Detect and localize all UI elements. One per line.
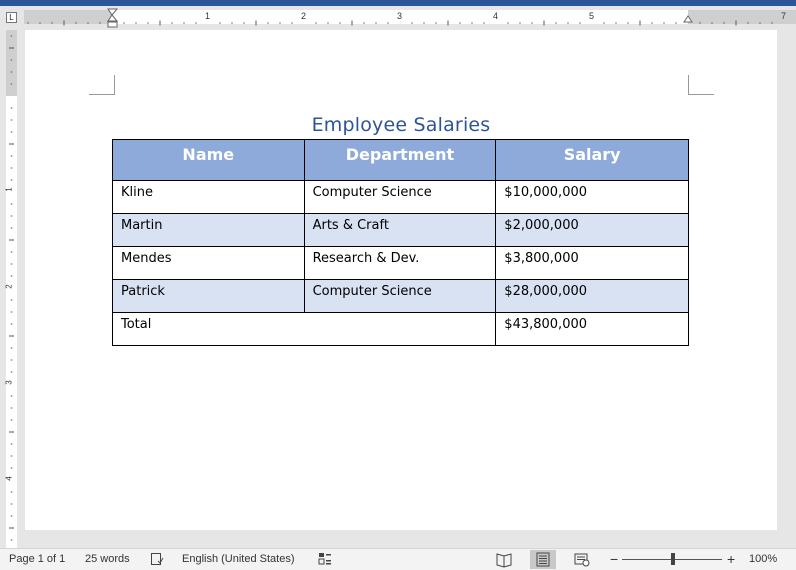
status-bar bbox=[0, 548, 796, 570]
document-canvas[interactable] bbox=[22, 28, 796, 548]
zoom-level[interactable]: 100% bbox=[749, 553, 778, 565]
vruler-number: 4 bbox=[4, 476, 14, 481]
cell-department[interactable]: Computer Science bbox=[304, 181, 496, 214]
table-row bbox=[113, 280, 689, 313]
crop-mark-top-right bbox=[688, 75, 689, 95]
first-line-indent-marker bbox=[108, 9, 117, 15]
accessibility-icon[interactable] bbox=[318, 552, 332, 566]
ruler-number: 7 bbox=[781, 11, 787, 21]
cell-salary[interactable]: $28,000,000 bbox=[496, 280, 689, 313]
header-salary[interactable]: Salary bbox=[496, 140, 689, 181]
web-layout-button[interactable] bbox=[569, 550, 595, 569]
salary-table[interactable] bbox=[112, 139, 689, 346]
left-indent-marker bbox=[108, 22, 117, 27]
zoom-in-button[interactable]: + bbox=[727, 551, 736, 567]
cell-total-salary[interactable]: $43,800,000 bbox=[496, 313, 689, 346]
read-mode-button[interactable] bbox=[491, 550, 517, 569]
ruler-number: 5 bbox=[589, 11, 595, 21]
crop-mark-top-left bbox=[114, 75, 115, 95]
cell-total-label[interactable]: Total bbox=[113, 313, 496, 346]
cell-salary[interactable]: $2,000,000 bbox=[496, 214, 689, 247]
proofing-icon[interactable] bbox=[150, 552, 164, 566]
table-row bbox=[113, 214, 689, 247]
cell-department[interactable]: Arts & Craft bbox=[304, 214, 496, 247]
cell-name[interactable]: Martin bbox=[113, 214, 305, 247]
cell-department[interactable]: Research & Dev. bbox=[304, 247, 496, 280]
page-count[interactable]: Page 1 of 1 bbox=[9, 553, 66, 565]
table-row bbox=[113, 181, 689, 214]
table-total-row bbox=[113, 313, 689, 346]
ruler-number: 4 bbox=[493, 11, 499, 21]
vertical-ruler[interactable] bbox=[0, 28, 22, 548]
cell-department[interactable]: Computer Science bbox=[304, 280, 496, 313]
zoom-slider-thumb[interactable] bbox=[671, 553, 675, 565]
hanging-indent-marker bbox=[108, 15, 117, 21]
word-count[interactable]: 25 words bbox=[85, 553, 130, 565]
header-name[interactable]: Name bbox=[113, 140, 305, 181]
cell-name[interactable]: Patrick bbox=[113, 280, 305, 313]
header-department[interactable]: Department bbox=[304, 140, 496, 181]
indent-markers[interactable] bbox=[0, 6, 796, 28]
vruler-number: 1 bbox=[4, 187, 14, 192]
web-layout-icon bbox=[569, 550, 595, 569]
ruler-number: 1 bbox=[205, 11, 211, 21]
tab-selector[interactable]: L bbox=[6, 12, 17, 23]
cell-salary[interactable]: $3,800,000 bbox=[496, 247, 689, 280]
vruler-number: 3 bbox=[4, 380, 14, 385]
document-title[interactable]: Employee Salaries bbox=[311, 114, 491, 136]
crop-mark-top-right bbox=[688, 94, 714, 95]
zoom-out-button[interactable]: − bbox=[610, 551, 619, 567]
print-layout-icon bbox=[530, 550, 556, 569]
horizontal-ruler[interactable] bbox=[0, 6, 796, 28]
read-mode-icon bbox=[491, 550, 517, 569]
cell-salary[interactable]: $10,000,000 bbox=[496, 181, 689, 214]
cell-name[interactable]: Kline bbox=[113, 181, 305, 214]
document-page[interactable] bbox=[25, 30, 777, 530]
ruler-number: 2 bbox=[301, 11, 307, 21]
table-row bbox=[113, 247, 689, 280]
language-indicator[interactable]: English (United States) bbox=[182, 553, 295, 565]
print-layout-button[interactable] bbox=[530, 550, 556, 569]
cell-name[interactable]: Mendes bbox=[113, 247, 305, 280]
ruler-number: 3 bbox=[397, 11, 403, 21]
crop-mark-top-left bbox=[89, 94, 115, 95]
vruler-number: 2 bbox=[4, 284, 14, 289]
right-indent-marker bbox=[684, 16, 692, 22]
table-header-row bbox=[113, 140, 689, 181]
